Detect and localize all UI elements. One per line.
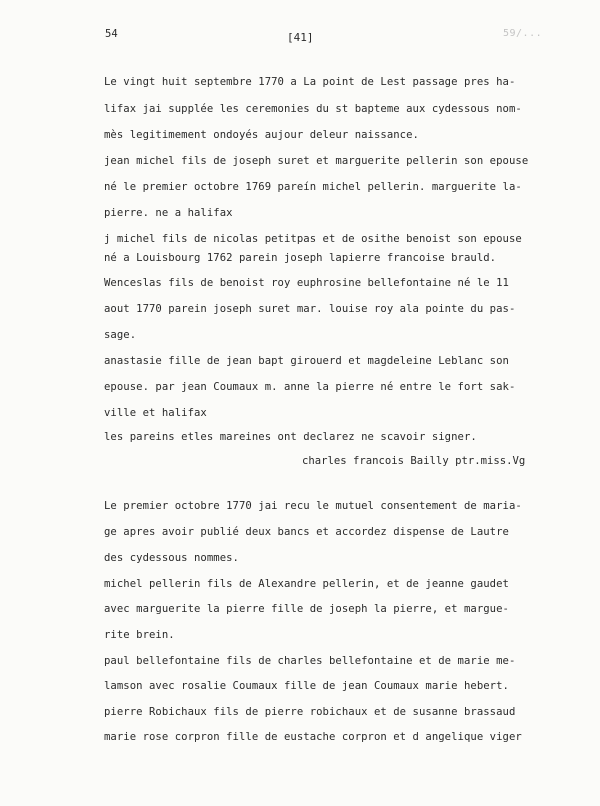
text-line: lifax jai supplée les ceremonies du st bapteme aux cydessous nom- — [104, 103, 522, 115]
text-line: lamson avec rosalie Coumaux fille de jean Coumaux marie hebert. — [104, 680, 509, 692]
text-line: ville et halifax — [104, 407, 207, 419]
page-number: 54 — [105, 28, 118, 40]
text-line: Le vingt huit septembre 1770 a La point de Lest passage pres ha- — [104, 76, 516, 88]
text-line: né le premier octobre 1769 pareín michel pellerin. marguerite la- — [104, 181, 522, 193]
text-line: mès legitimement ondoyés aujour deleur naissance. — [104, 129, 419, 141]
text-line: paul bellefontaine fils de charles bellefontaine et de marie me- — [104, 655, 516, 667]
text-line: avec marguerite la pierre fille de joseph la pierre, et margue- — [104, 603, 509, 615]
text-line: pierre. ne a halifax — [104, 207, 233, 219]
text-line: aout 1770 parein joseph suret mar. louise roy ala pointe du pas- — [104, 303, 516, 315]
text-line: des cydessous nommes. — [104, 552, 239, 564]
text-line: anastasie fille de jean bapt girouerd et magdeleine Leblanc son — [104, 355, 509, 367]
text-line: pierre Robichaux fils de pierre robichaux et de susanne brassaud — [104, 706, 516, 718]
text-line: sage. — [104, 329, 137, 341]
text-line: michel pellerin fils de Alexandre pellerin, et de jeanne gaudet — [104, 578, 509, 590]
text-line: né a Louisbourg 1762 parein joseph lapierre francoise brauld. — [104, 252, 497, 264]
text-line: rite brein. — [104, 629, 175, 641]
text-line: epouse. par jean Coumaux m. anne la pierre né entre le fort sak- — [104, 381, 516, 393]
priest-signature: charles francois Bailly ptr.miss.Vg — [302, 455, 526, 467]
page-reference: [41] — [287, 31, 314, 44]
text-line: Le premier octobre 1770 jai recu le mutuel consentement de maria- — [104, 500, 522, 512]
archive-stamp: 59/... — [503, 28, 543, 39]
text-line: Wenceslas fils de benoist roy euphrosine bellefontaine né le 11 — [104, 277, 509, 289]
text-line: ge apres avoir publié deux bancs et accordez dispense de Lautre — [104, 526, 509, 538]
text-line: marie rose corpron fille de eustache corpron et d angelique viger — [104, 731, 522, 743]
text-line: jean michel fils de joseph suret et marguerite pellerin son epouse — [104, 155, 529, 167]
text-line: les pareins etles mareines ont declarez ne scavoir signer. — [104, 431, 477, 443]
text-line: j michel fils de nicolas petitpas et de osithe benoist son epouse — [104, 233, 522, 245]
